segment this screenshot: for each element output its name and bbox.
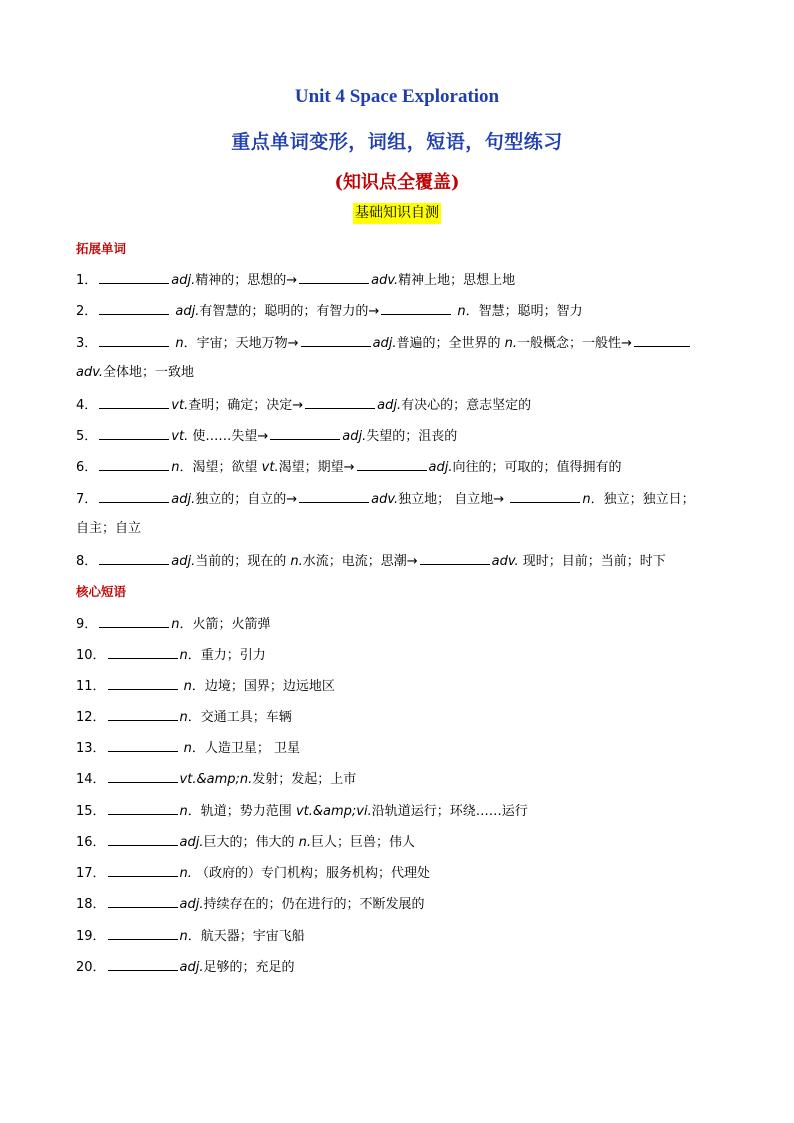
title-english: Unit 4 Space Exploration bbox=[294, 86, 500, 107]
list-item-1: 1． adj.精神的；思想的→ adv.精神上地；思想上地 bbox=[76, 270, 515, 290]
answer-blank[interactable] bbox=[108, 957, 178, 971]
answer-blank[interactable] bbox=[420, 551, 490, 565]
list-item-20: 20． adj.足够的；充足的 bbox=[76, 957, 295, 977]
list-item-11: 11． n．边境；国界；边远地区 bbox=[76, 676, 335, 696]
answer-blank[interactable] bbox=[99, 301, 169, 315]
list-item-4: 4． vt.查明；确定；决定→ adj.有决心的；意志坚定的 bbox=[76, 395, 531, 415]
section-extended-words: 拓展单词 bbox=[76, 241, 127, 256]
list-item-19: 19． n．航天器；宇宙飞船 bbox=[76, 926, 305, 946]
answer-blank[interactable] bbox=[99, 614, 169, 628]
answer-blank[interactable] bbox=[108, 894, 178, 908]
title-chinese: 重点单词变形，词组，短语，句型练习 bbox=[231, 131, 563, 153]
answer-blank[interactable] bbox=[108, 832, 178, 846]
list-item-16: 16． adj.巨大的；伟大的 n.巨人；巨兽；伟人 bbox=[76, 832, 415, 852]
answer-blank[interactable] bbox=[99, 333, 169, 347]
title-note: (知识点全覆盖) bbox=[334, 172, 460, 193]
subtitle-wrap bbox=[0, 202, 794, 224]
list-item-2: 2． adj.有智慧的；聪明的；有智力的→ n．智慧；聪明；智力 bbox=[76, 301, 583, 321]
list-item-5: 5． vt. 使……失望→ adj.失望的；沮丧的 bbox=[76, 426, 457, 446]
answer-blank[interactable] bbox=[381, 301, 451, 315]
answer-blank[interactable] bbox=[305, 395, 375, 409]
list-item-6: 6． n．渴望；欲望 vt.渴望；期望→ adj.向往的；可取的；值得拥有的 bbox=[76, 457, 622, 477]
answer-blank[interactable] bbox=[99, 395, 169, 409]
answer-blank[interactable] bbox=[99, 426, 169, 440]
answer-blank[interactable] bbox=[99, 551, 169, 565]
list-item-7-continued: 自主；自立 bbox=[76, 521, 142, 536]
list-item-9: 9． n．火箭；火箭弹 bbox=[76, 614, 271, 634]
subtitle-highlight: 基础知识自测 bbox=[353, 203, 441, 224]
section-core-phrases: 核心短语 bbox=[76, 584, 127, 599]
list-item-3: 3． n．宇宙；天地万物→ adj.普遍的；全世界的 n.一般概念；一般性→ bbox=[76, 333, 692, 353]
answer-blank[interactable] bbox=[634, 333, 690, 347]
answer-blank[interactable] bbox=[357, 457, 427, 471]
list-item-12: 12． n．交通工具；车辆 bbox=[76, 707, 292, 727]
list-item-10: 10． n．重力；引力 bbox=[76, 645, 266, 665]
answer-blank[interactable] bbox=[99, 457, 169, 471]
list-item-13: 13． n．人造卫星； 卫星 bbox=[76, 738, 300, 758]
answer-blank[interactable] bbox=[299, 270, 369, 284]
list-item-15: 15． n．轨道；势力范围 vt.&amp;vi.沿轨道运行；环绕……运行 bbox=[76, 801, 528, 821]
answer-blank[interactable] bbox=[108, 707, 178, 721]
answer-blank[interactable] bbox=[108, 769, 178, 783]
answer-blank[interactable] bbox=[510, 489, 580, 503]
answer-blank[interactable] bbox=[301, 333, 371, 347]
answer-blank[interactable] bbox=[108, 801, 178, 815]
list-item-7: 7． adj.独立的；自立的→ adv.独立地； 自立地→ n．独立；独立日； bbox=[76, 489, 695, 509]
answer-blank[interactable] bbox=[108, 863, 178, 877]
answer-blank[interactable] bbox=[108, 926, 178, 940]
answer-blank[interactable] bbox=[99, 489, 169, 503]
list-item-18: 18． adj.持续存在的；仍在进行的；不断发展的 bbox=[76, 894, 425, 914]
answer-blank[interactable] bbox=[299, 489, 369, 503]
answer-blank[interactable] bbox=[108, 738, 178, 752]
answer-blank[interactable] bbox=[99, 270, 169, 284]
answer-blank[interactable] bbox=[270, 426, 340, 440]
answer-blank[interactable] bbox=[108, 645, 178, 659]
list-item-8: 8． adj.当前的；现在的 n.水流；电流；思潮→ adv. 现时；目前；当前；时下 bbox=[76, 551, 666, 571]
list-item-17: 17． n. （政府的）专门机构；服务机构；代理处 bbox=[76, 863, 430, 883]
answer-blank[interactable] bbox=[108, 676, 178, 690]
list-item-14: 14． vt.&amp;n.发射；发起；上市 bbox=[76, 769, 356, 789]
list-item-3-continued: adv.全体地；一致地 bbox=[76, 365, 194, 380]
